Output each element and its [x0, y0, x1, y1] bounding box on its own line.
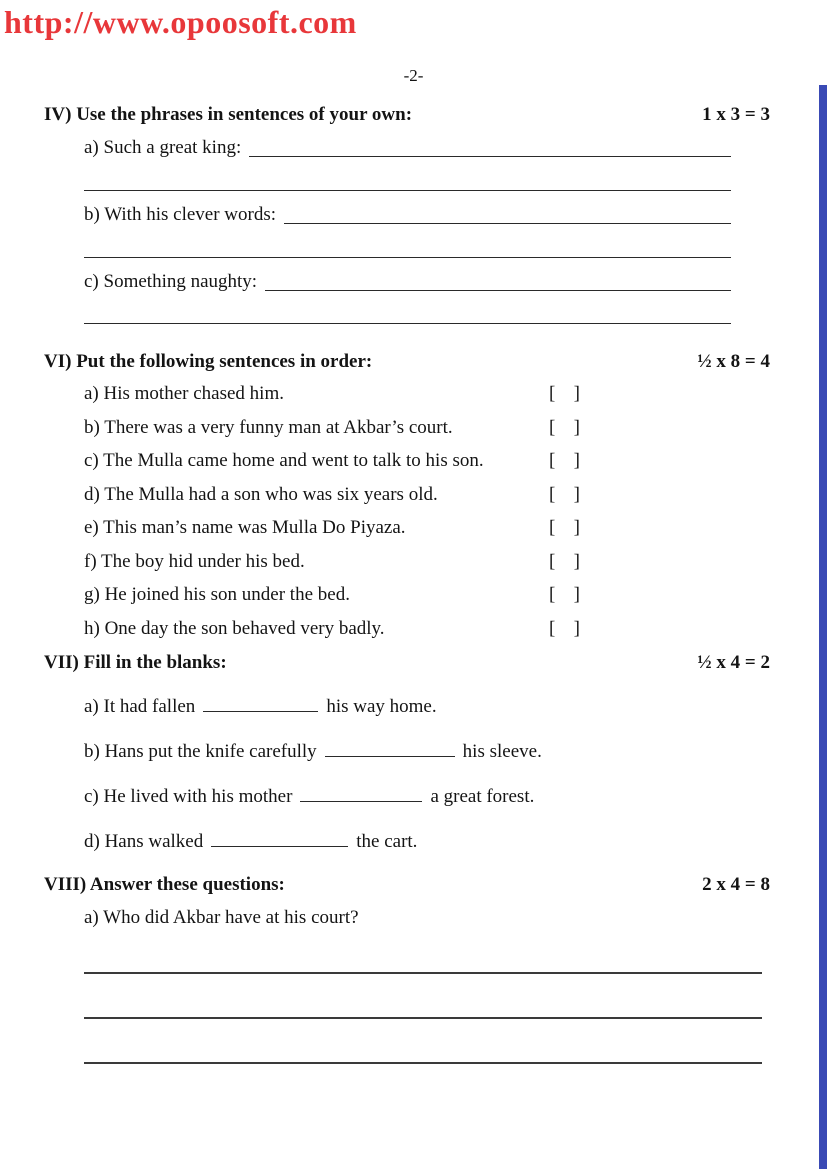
bracket-open: [ — [549, 618, 556, 639]
section-vi-title: VI) Put the following sentences in order: — [44, 351, 373, 372]
order-item-text: f) The boy hid under his bed. — [84, 551, 305, 572]
order-item — [84, 416, 827, 440]
bracket-close: ] — [573, 484, 580, 505]
phrase-item-a-label: a) Such a great king: — [84, 137, 242, 158]
order-answer-brackets — [549, 516, 580, 540]
bracket-close: ] — [573, 618, 580, 639]
section-iv-marks: 1 x 3 = 3 — [702, 104, 770, 125]
bracket-open: [ — [549, 551, 556, 572]
order-item — [84, 583, 827, 607]
blank-item-suffix: a great forest. — [430, 786, 535, 807]
order-item — [84, 617, 827, 641]
order-answer-brackets — [549, 449, 580, 473]
phrase-item-b-writing-line — [284, 203, 731, 224]
phrase-item-a-writing-line — [249, 136, 731, 157]
blank-item — [84, 739, 770, 765]
section-viii-marks: 2 x 4 = 8 — [702, 874, 770, 895]
order-item — [84, 483, 827, 507]
blank-item-prefix: c) He lived with his mother — [84, 786, 293, 807]
answer-writing-line — [84, 997, 762, 1019]
phrase-item-a — [84, 136, 731, 160]
order-item-text: b) There was a very funny man at Akbar’s court. — [84, 417, 453, 438]
answer-writing-line — [84, 952, 762, 974]
section-vii-heading — [44, 651, 770, 675]
section-vii-title: VII) Fill in the blanks: — [44, 652, 227, 673]
phrase-item-c-writing-line-2 — [84, 303, 731, 324]
bracket-close: ] — [573, 383, 580, 404]
phrase-item-c-label: c) Something naughty: — [84, 271, 258, 292]
section-vi-marks: ½ x 8 = 4 — [697, 351, 770, 372]
answer-writing-line — [84, 1042, 762, 1064]
phrase-item-c — [84, 270, 731, 294]
phrase-item-b-label: b) With his clever words: — [84, 204, 277, 225]
order-item — [84, 382, 827, 406]
order-answer-brackets — [549, 416, 580, 440]
section-viii-title: VIII) Answer these questions: — [44, 874, 285, 895]
bracket-close: ] — [573, 584, 580, 605]
question-item — [84, 905, 770, 931]
bracket-close: ] — [573, 551, 580, 572]
order-item — [84, 550, 827, 574]
order-answer-brackets — [549, 617, 580, 641]
section-vii-marks: ½ x 4 = 2 — [697, 652, 770, 673]
order-item-text: e) This man’s name was Mulla Do Piyaza. — [84, 517, 406, 538]
section-viii-heading — [44, 873, 770, 897]
fill-blank — [203, 696, 318, 712]
phrase-item-b — [84, 203, 731, 227]
blank-item-prefix: b) Hans put the knife carefully — [84, 741, 317, 762]
order-item-text: d) The Mulla had a son who was six years old. — [84, 484, 438, 505]
section-iv-heading — [44, 103, 770, 127]
blank-item-suffix: his way home. — [326, 696, 437, 717]
order-item-text: c) The Mulla came home and went to talk to his son. — [84, 450, 484, 471]
order-item — [84, 449, 827, 473]
phrase-item-a-writing-line-2 — [84, 170, 731, 191]
order-answer-brackets — [549, 583, 580, 607]
phrase-item-b-writing-line-2 — [84, 237, 731, 258]
bracket-open: [ — [549, 484, 556, 505]
bracket-close: ] — [573, 450, 580, 471]
order-item-text: h) One day the son behaved very badly. — [84, 618, 385, 639]
bracket-open: [ — [549, 450, 556, 471]
order-answer-brackets — [549, 550, 580, 574]
bracket-open: [ — [549, 517, 556, 538]
blank-item — [84, 784, 770, 810]
blank-item-suffix: his sleeve. — [462, 741, 542, 762]
bracket-close: ] — [573, 417, 580, 438]
order-answer-brackets — [549, 382, 580, 406]
bracket-open: [ — [549, 417, 556, 438]
order-item-text: g) He joined his son under the bed. — [84, 584, 350, 605]
question-text: a) Who did Akbar have at his court? — [84, 907, 359, 928]
blank-item-prefix: a) It had fallen — [84, 696, 196, 717]
order-item — [84, 516, 827, 540]
section-vi-heading — [44, 350, 770, 374]
fill-blank — [325, 741, 455, 757]
section-iv-title: IV) Use the phrases in sentences of your own: — [44, 104, 413, 125]
phrase-item-c-writing-line — [265, 270, 731, 291]
order-item-text: a) His mother chased him. — [84, 383, 284, 404]
blank-item-prefix: d) Hans walked — [84, 831, 204, 852]
bracket-close: ] — [573, 517, 580, 538]
blank-item — [84, 829, 770, 855]
bracket-open: [ — [549, 584, 556, 605]
bracket-open: [ — [549, 383, 556, 404]
page-number: -2- — [403, 66, 424, 85]
blank-item-suffix: the cart. — [356, 831, 418, 852]
watermark-link[interactable]: http://www.opoosoft.com — [4, 4, 357, 40]
order-answer-brackets — [549, 483, 580, 507]
blank-item — [84, 694, 770, 720]
fill-blank — [211, 831, 348, 847]
fill-blank — [300, 786, 422, 802]
